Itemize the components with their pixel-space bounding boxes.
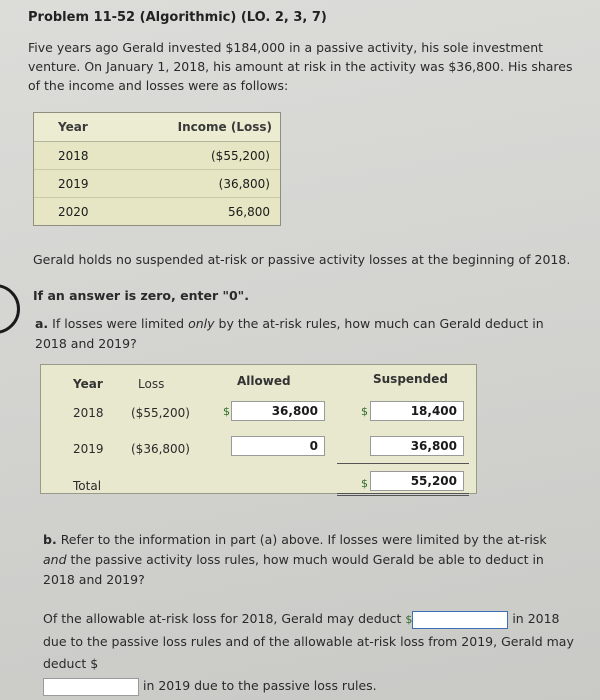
- part-b-sentence-1: Of the allowable at-risk loss for 2018, Gerald may deduct: [43, 611, 406, 626]
- table-row: [34, 170, 280, 198]
- currency-symbol: $: [405, 613, 413, 626]
- allowed-2018-input[interactable]: 36,800: [231, 401, 325, 421]
- part-b-sentence-2: in 2018 due to the passive loss rules and of the allowable at-risk loss from 2019, Gerald may deduct: [43, 611, 574, 671]
- currency-symbol: $: [223, 405, 230, 418]
- part-a-text-em: only: [188, 316, 215, 331]
- deduct-2018-input[interactable]: [412, 611, 508, 629]
- income-table: [33, 112, 281, 226]
- part-b-text-1: Refer to the information in part (a) above. If losses were limited by the at-risk: [60, 532, 547, 547]
- part-b-label: b.: [43, 532, 57, 547]
- part-a-text-before: If losses were limited: [52, 316, 189, 331]
- problem-intro: Five years ago Gerald invested $184,000 in a passive activity, his sole investment venture. On January 1, 2018, his amount at risk in the activity was $36,800. His shares of the income and losses were as follows:: [28, 40, 573, 93]
- currency-symbol: $: [90, 656, 99, 671]
- allowed-2019-input[interactable]: 0: [231, 436, 325, 456]
- suspended-2019-input[interactable]: 36,800: [370, 436, 464, 456]
- income-year: 2018: [58, 148, 89, 163]
- income-value: (36,800): [218, 176, 270, 191]
- at-risk-total-label: Total: [73, 479, 102, 493]
- income-value: ($55,200): [211, 148, 270, 163]
- deduct-2019-input[interactable]: [43, 678, 139, 696]
- total-double-rule: [337, 493, 469, 496]
- zero-instruction: If an answer is zero, enter "0".: [33, 288, 249, 303]
- part-b-text-em: and: [43, 552, 67, 567]
- at-risk-header-suspended: Suspended: [373, 372, 448, 386]
- at-risk-header-year: Year: [73, 377, 103, 391]
- part-b-question: [43, 530, 568, 590]
- income-year: 2020: [58, 204, 89, 219]
- statement-text: Gerald holds no suspended at-risk or passive activity losses at the beginning of 2018.: [33, 252, 571, 267]
- income-header-income: Income (Loss): [177, 120, 272, 134]
- suspended-2018-input[interactable]: 18,400: [370, 401, 464, 421]
- suspended-total-input[interactable]: 55,200: [370, 471, 464, 491]
- income-table-header: [34, 113, 280, 142]
- at-risk-loss: ($36,800): [131, 442, 190, 456]
- part-b-text-2: the passive activity loss rules, how much would Gerald be able to deduct in 2018 and 2019?: [43, 552, 544, 587]
- radio-circle-icon: [0, 284, 20, 334]
- income-value: 56,800: [228, 204, 270, 219]
- table-row: [34, 198, 280, 225]
- at-risk-table: [40, 364, 477, 494]
- part-a-text-after: by the at-risk rules, how much can Gerald deduct in 2018 and 2019?: [35, 316, 544, 351]
- income-header-year: Year: [58, 120, 88, 134]
- at-risk-loss: ($55,200): [131, 406, 190, 420]
- problem-title: Problem 11-52 (Algorithmic) (LO. 2, 3, 7): [28, 10, 327, 25]
- part-a-question: [35, 314, 575, 354]
- currency-symbol: $: [361, 477, 368, 490]
- part-b-sentence-3: in 2019 due to the passive loss rules.: [139, 678, 377, 693]
- part-b-answer: [43, 608, 583, 697]
- currency-symbol: $: [361, 405, 368, 418]
- income-year: 2019: [58, 176, 89, 191]
- at-risk-header-allowed: Allowed: [237, 374, 291, 388]
- at-risk-header-loss: Loss: [138, 377, 165, 391]
- at-risk-year: 2019: [73, 442, 104, 456]
- table-row: [34, 142, 280, 170]
- part-a-label: a.: [35, 316, 49, 331]
- at-risk-year: 2018: [73, 406, 104, 420]
- subtotal-rule: [337, 463, 469, 464]
